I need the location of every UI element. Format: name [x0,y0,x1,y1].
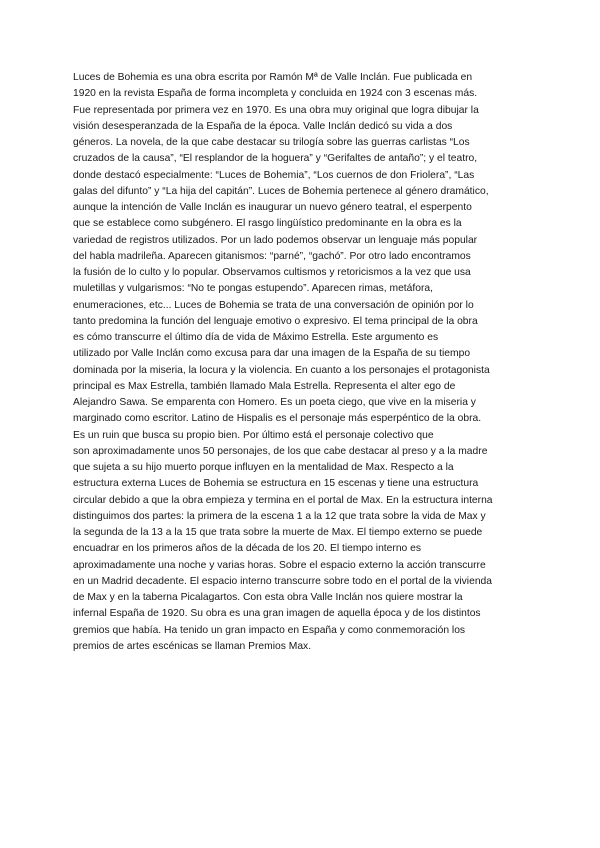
text-line: dominada por la miseria, la locura y la violencia. En cuanto a los personajes el protagonista [73,364,490,376]
text-line: premios de artes escénicas se llaman Premios Max. [73,640,312,652]
text-line: enumeraciones, etc... Luces de Bohemia se trata de una conversación de opinión por lo [73,299,474,311]
text-line: utilizado por Valle Inclán como excusa para dar una imagen de la España de su tiempo [73,348,471,360]
text-line: encuadrar en los primeros años de la década de los 20. El tiempo interno es [73,543,422,555]
text-line: visión desesperanzada de la España de la época. Valle Inclán dedicó su vida a dos [73,120,453,132]
text-line: del habla madrileña. Aparecen gitanismos: “parné”, “gachó”. Por otro lado encontramos [73,250,471,262]
text-line: en un Madrid decadente. El espacio interno transcurre sobre todo en el portal de la vivienda [73,575,492,587]
text-line: donde destacó especialmente: “Luces de Bohemia”, “Los cuernos de don Friolera”, “Las [73,169,475,181]
text-line: géneros. La novela, de la que cabe destacar su trilogía sobre las guerras carlistas “Los [73,137,470,148]
text-line: Alejandro Sawa. Se emparenta con Homero. Es un poeta ciego, que vive en la miseria y [73,397,476,408]
text-line: variedad de registros utilizados. Por un lado podemos observar un lenguaje más popular [73,234,478,246]
body-paragraph [73,70,529,655]
text-line: Luces de Bohemia es una obra escrita por Ramón Mª de Valle Inclán. Fue publicada en [73,72,473,83]
text-line: es cómo transcurre el último día de vida de Máximo Estrella. Este argumento es [73,332,439,343]
text-line: aunque la intención de Valle Inclán es inaugurar un nuevo género teatral, el esperpento [73,202,472,213]
text-line: que sujeta a su hijo muerto porque influyen en la mentalidad de Max. Respecto a la [73,462,454,473]
text-line: gremios que había. Ha tenido un gran impacto en España y como conmemoración los [73,624,466,636]
text-line: Fue representada por primera vez en 1970. Es una obra muy original que logra dibujar la [73,104,479,116]
text-line: infernal España de 1920. Su obra es una gran imagen de aquella época y de los distintos [73,608,481,620]
text-line: la fusión de lo culto y lo popular. Observamos cultismos y retoricismos a la vez que usa [73,267,471,278]
text-line: galas del difunto” y “La hija del capitán”. Luces de Bohemia pertenece al género dramático, [73,185,489,197]
text-line: distinguimos dos partes: la primera de la escena 1 a la 12 que trata sobre la vida de Max y [73,510,486,522]
text-line: aproximadamente una noche y varias horas. Sobre el espacio externo la acción transcurre [73,559,486,571]
text-line: muletillas y vulgarismos: “No te pongas estupendo”. Aparecen rimas, metáfora, [73,283,433,295]
text-line: la segunda de la 13 a la 15 que trata sobre la muerte de Max. El tiempo externo se puede [73,527,483,538]
text-line: que se establece como subgénero. El rasgo lingüístico predominante en la obra es la [73,218,462,230]
text-line: son aproximadamente unos 50 personajes, de los que cabe destacar al preso y a la madre [73,445,488,457]
text-line: de Max y en la taberna Picalagartos. Con esta obra Valle Inclán nos quiere mostrar la [73,592,463,603]
text-line: Es un ruin que busca su propio bien. Por último está el personaje colectivo que [73,429,434,441]
text-line: cruzados de la causa”, “El resplandor de la hoguera” y “Gerifaltes de antaño”; y el teatro, [73,153,478,165]
text-line: tanto predomina la función del lenguaje emotivo o expresivo. El tema principal de la obra [73,315,478,327]
text-line: marginado como escritor. Latino de Hispalis es el personaje más esperpéntico de la obra. [73,413,482,425]
text-line: 1920 en la revista España de forma incompleta y concluida en 1924 con 3 escenas más. [73,88,478,100]
text-line: estructura externa Luces de Bohemia se estructura en 15 escenas y tiene una estructura [73,478,479,490]
text-line: circular debido a que la obra empieza y termina en el portal de Max. En la estructura interna [73,494,493,506]
text-line: principal es Max Estrella, también llamado Mala Estrella. Representa el alter ego de [73,380,456,392]
